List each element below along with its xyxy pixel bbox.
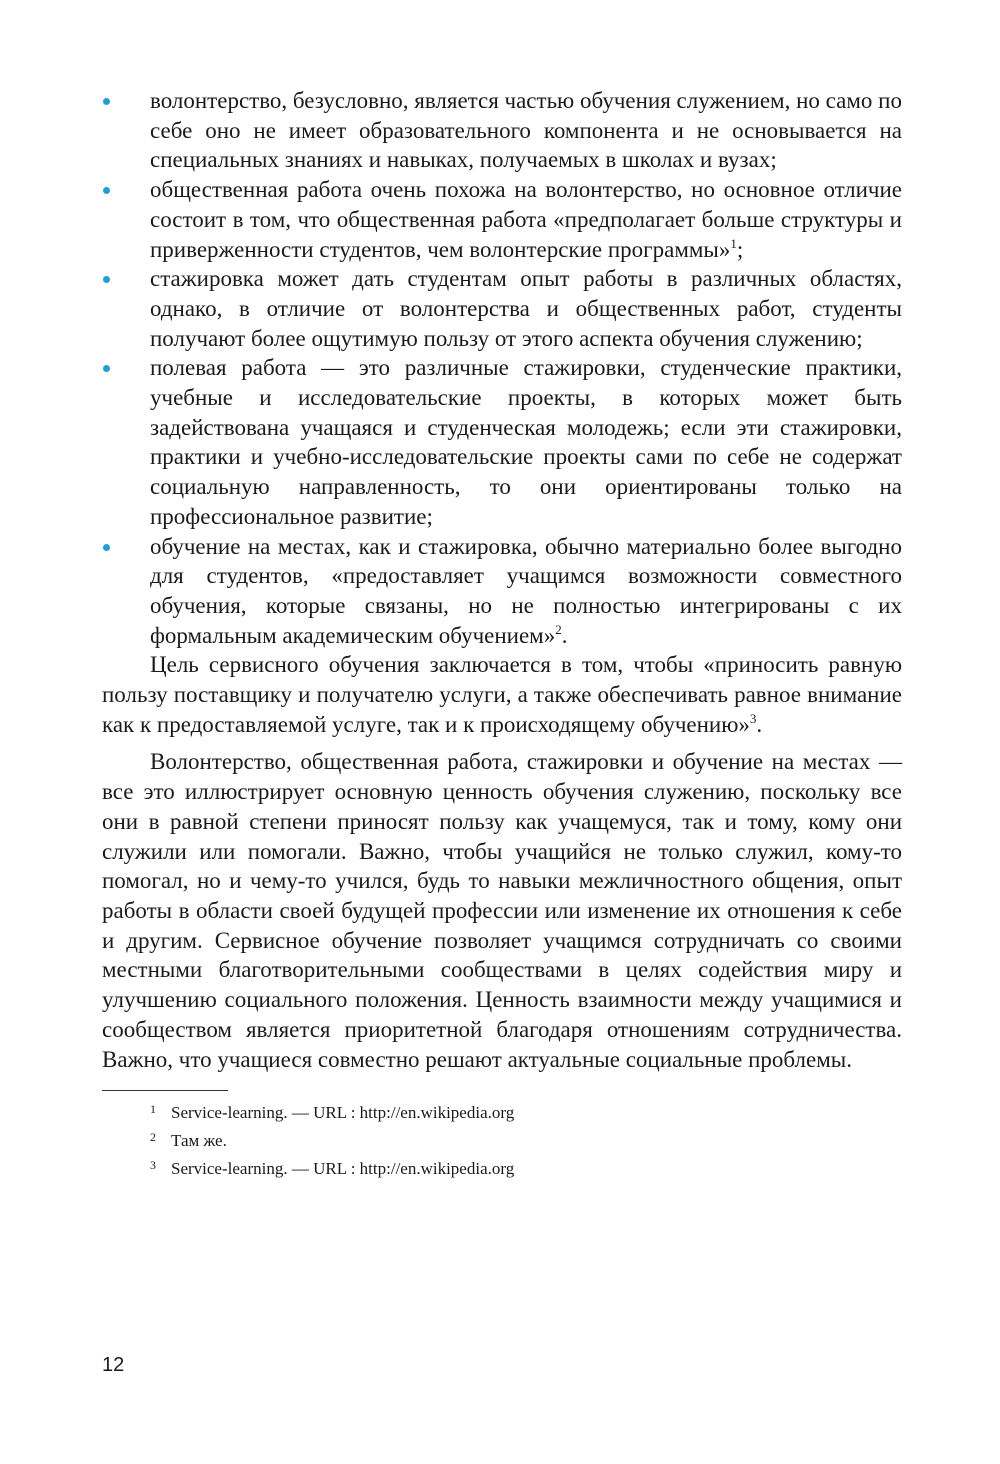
footnote-mark: 2	[150, 1130, 156, 1145]
footnote-divider	[102, 1090, 228, 1091]
bullet-dot-icon	[103, 365, 110, 372]
list-item	[102, 353, 902, 531]
list-item-text: волонтерство, безусловно, является частью обучения служением, но само по себе оно не имеет образовательного компонента и не основывается на специальных знаниях и навыках, получаемых в школах и вузах;	[150, 88, 902, 173]
footnote-text: Service-learning. — URL : http://en.wikipedia.org	[171, 1103, 515, 1123]
page-body	[102, 86, 902, 1183]
paragraph-text: Волонтерство, общественная работа, стажировки и обучение на местах — все это иллюстрирует основную ценность обучения служению, поскольку все они в равной степени приносят пользу как учащемуся, так и тому, кому они служили или помогали. Важно, чтобы учащийся не только служил, кому-то помогал, но и чему-то учился, будь то навыки межличностного общения, опыт работы в области своей будущей профессии или изменение их отношения к себе и другим. Сервисное обучение позволяет учащимся сотрудничать со своими местными благотворительными сообществами в целях содействия миру и улучшению социального положения. Ценность взаимности между учащимися и сообществом является приоритетной благодаря отношениям сотрудничества. Важно, что учащиеся совместно решают актуальные социальные проблемы.	[102, 749, 902, 1072]
footnote-ref: 3	[749, 710, 757, 726]
paragraph-punct: .	[756, 711, 763, 737]
footnote-list	[102, 1099, 902, 1183]
paragraph-text: Цель сервисного обучения заключается в том, чтобы «приносить равную пользу поставщику и получателю услуги, а также обеспечивать равное внимание как к предоставляемой услуге, так и к происходящему обучению»	[102, 652, 902, 737]
list-item	[102, 264, 902, 353]
footnote-text: Service-learning. — URL : http://en.wikipedia.org	[171, 1159, 515, 1179]
footnote-mark: 1	[150, 1102, 156, 1117]
footnote	[102, 1155, 902, 1183]
list-item	[102, 175, 902, 264]
bullet-dot-icon	[103, 98, 110, 105]
bullet-dot-icon	[103, 187, 110, 194]
bullet-list	[102, 86, 902, 650]
footnote	[102, 1099, 902, 1127]
bullet-dot-icon	[103, 544, 110, 551]
list-item-text: стажировка может дать студентам опыт работы в различных областях, однако, в отличие от волонтерства и общественных работ, студенты получают более ощутимую пользу от этого аспекта обучения служению;	[150, 266, 902, 351]
paragraph	[102, 747, 902, 1074]
list-item-punct: ;	[736, 236, 744, 262]
footnote	[102, 1127, 902, 1155]
list-item-text: обучение на местах, как и стажировка, обычно материально более выгодно для студентов, «предоставляет учащимся возможности совместного обучения, которые связаны, но не полностью интегрированы с их формальным академическим обучением»	[150, 533, 902, 648]
page-number: 12	[102, 1354, 125, 1376]
footnote-ref: 1	[730, 235, 737, 251]
list-item-punct: .	[561, 622, 568, 648]
footnote-mark: 3	[150, 1158, 156, 1173]
list-item-text: полевая работа — это различные стажировки, студенческие практики, учебные и исследовательские проекты, в которых может быть задействована учащаяся и студенческая молодежь; если эти стажировки, практики и учебно-исследовательские проекты сами по себе не содержат социальную направленность, то они ориентированы только на профессиональное развитие;	[150, 355, 902, 529]
bullet-dot-icon	[103, 276, 110, 283]
list-item-text: общественная работа очень похожа на волонтерство, но основное отличие состоит в том, что общественная работа «предполагает больше структуры и приверженности студентов, чем волонтерские программы»	[150, 177, 902, 262]
list-item	[102, 86, 902, 175]
footnote-text: Там же.	[171, 1131, 227, 1151]
list-item	[102, 532, 902, 651]
footnote-ref: 2	[555, 621, 562, 637]
paragraph	[102, 650, 902, 739]
